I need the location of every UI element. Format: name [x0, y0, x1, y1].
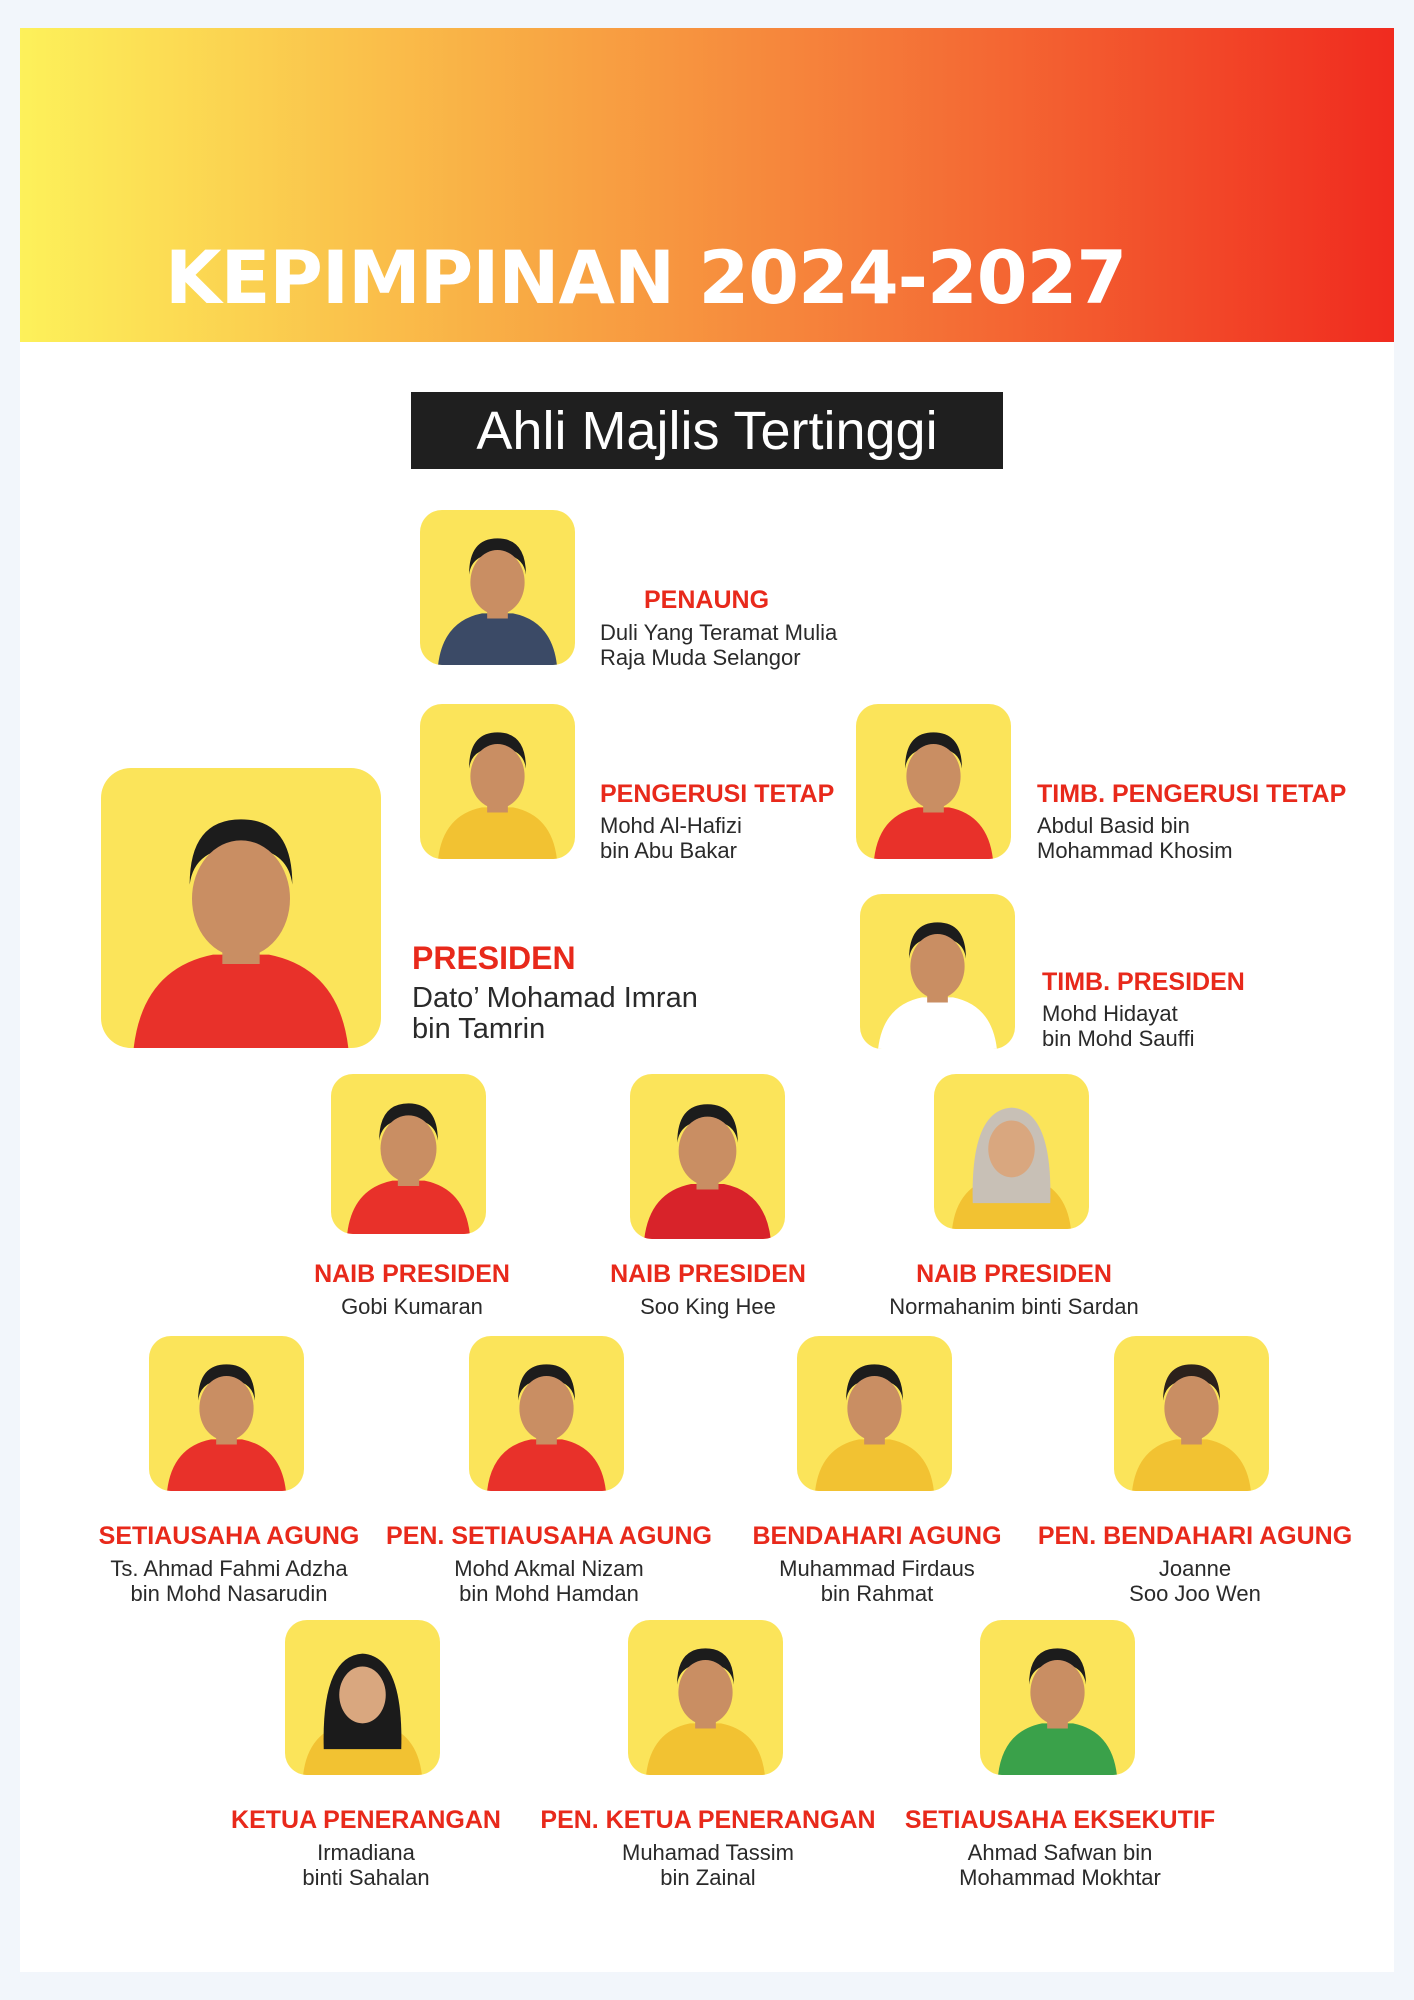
portrait-photo	[860, 894, 1015, 1049]
portrait-photo	[934, 1074, 1089, 1229]
member-name: Mohd Hidayat	[1042, 1001, 1178, 1026]
portrait-silhouette	[934, 1074, 1089, 1229]
portrait-silhouette	[101, 768, 381, 1048]
role-label: KETUA PENERANGAN	[231, 1806, 501, 1834]
section-title: Ahli Majlis Tertinggi	[411, 392, 1003, 469]
portrait-silhouette	[797, 1336, 952, 1491]
portrait-photo	[469, 1336, 624, 1491]
member-name: bin Tamrin	[412, 1013, 546, 1045]
member-name: bin Rahmat	[820, 1581, 934, 1606]
role-label: PEN. KETUA PENERANGAN	[540, 1806, 876, 1834]
portrait-silhouette	[980, 1620, 1135, 1775]
role-label: PENAUNG	[644, 586, 770, 614]
member-name: Soo Joo Wen	[1129, 1581, 1261, 1606]
portrait-silhouette	[331, 1074, 486, 1234]
role-label: NAIB PRESIDEN	[314, 1260, 510, 1288]
portrait-silhouette	[420, 704, 575, 859]
member-name: bin Abu Bakar	[600, 838, 737, 863]
member-name: Duli Yang Teramat Mulia	[600, 620, 838, 645]
member-name: Muhamad Tassim	[622, 1840, 794, 1865]
member-name: bin Zainal	[660, 1865, 756, 1890]
portrait-silhouette	[630, 1074, 785, 1239]
portrait-photo	[797, 1336, 952, 1491]
role-label: PRESIDEN	[412, 940, 576, 976]
portrait-photo	[420, 704, 575, 859]
member-name: Mohammad Khosim	[1037, 838, 1233, 863]
role-label: NAIB PRESIDEN	[916, 1260, 1112, 1288]
portrait-photo	[980, 1620, 1135, 1775]
member-name: Soo King Hee	[640, 1294, 776, 1319]
member-name: Mohd Akmal Nizam	[454, 1556, 644, 1581]
portrait-silhouette	[285, 1620, 440, 1775]
portrait-silhouette	[469, 1336, 624, 1491]
member-name: bin Mohd Hamdan	[459, 1581, 639, 1606]
portrait-silhouette	[420, 510, 575, 665]
member-name: Mohd Al-Hafizi	[600, 813, 742, 838]
portrait-photo	[628, 1620, 783, 1775]
member-name: Normahanim binti Sardan	[889, 1294, 1139, 1319]
member-name: Gobi Kumaran	[341, 1294, 483, 1319]
member-name: Joanne	[1158, 1556, 1232, 1581]
role-label: SETIAUSAHA AGUNG	[98, 1522, 360, 1550]
member-name: bin Mohd Sauffi	[1042, 1026, 1195, 1051]
portrait-photo	[1114, 1336, 1269, 1491]
role-label: BENDAHARI AGUNG	[752, 1522, 1002, 1550]
member-name: Ts. Ahmad Fahmi Adzha	[110, 1556, 348, 1581]
portrait-photo	[101, 768, 381, 1048]
portrait-silhouette	[1114, 1336, 1269, 1491]
role-label: PENGERUSI TETAP	[600, 780, 835, 808]
member-name: bin Mohd Nasarudin	[130, 1581, 328, 1606]
page-title: KEPIMPINAN 2024-2027	[165, 236, 1127, 321]
role-label: NAIB PRESIDEN	[610, 1260, 806, 1288]
portrait-photo	[856, 704, 1011, 859]
member-name: Irmadiana	[317, 1840, 415, 1865]
portrait-silhouette	[856, 704, 1011, 859]
member-name: Dato’ Mohamad Imran	[412, 982, 698, 1014]
portrait-photo	[331, 1074, 486, 1234]
portrait-photo	[630, 1074, 785, 1239]
portrait-photo	[285, 1620, 440, 1775]
role-label: TIMB. PENGERUSI TETAP	[1037, 780, 1347, 808]
role-label: PEN. BENDAHARI AGUNG	[1037, 1522, 1353, 1550]
portrait-silhouette	[860, 894, 1015, 1049]
portrait-photo	[420, 510, 575, 665]
member-name: Ahmad Safwan bin	[967, 1840, 1153, 1865]
portrait-silhouette	[149, 1336, 304, 1491]
member-name: binti Sahalan	[302, 1865, 430, 1890]
portrait-photo	[149, 1336, 304, 1491]
member-name: Mohammad Mokhtar	[959, 1865, 1161, 1890]
member-name: Abdul Basid bin	[1037, 813, 1190, 838]
portrait-silhouette	[628, 1620, 783, 1775]
role-label: SETIAUSAHA EKSEKUTIF	[904, 1806, 1216, 1834]
header-banner	[20, 28, 1394, 342]
member-name: Muhammad Firdaus	[779, 1556, 975, 1581]
member-name: Raja Muda Selangor	[600, 645, 801, 670]
role-label: TIMB. PRESIDEN	[1042, 968, 1245, 996]
role-label: PEN. SETIAUSAHA AGUNG	[386, 1522, 712, 1550]
